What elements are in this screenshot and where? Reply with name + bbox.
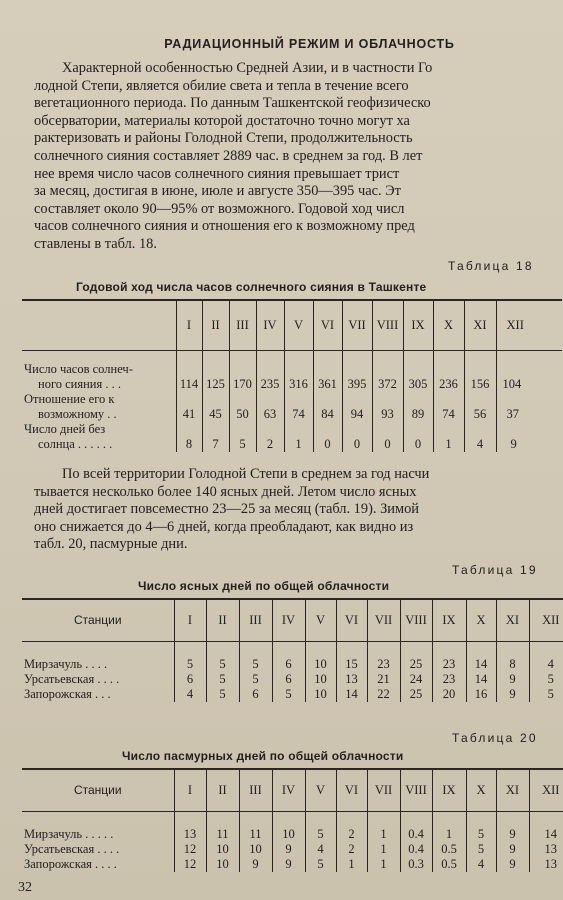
table-cell: 1 [433,422,464,452]
table-cell: 10 [206,857,239,872]
table-20 [22,768,563,872]
table-cell: 15 [336,657,367,672]
table-cell: 0.4 [400,842,432,857]
month-header: V [305,769,336,811]
month-header: IV [272,769,305,811]
text-line: ставлены в табл. 18. [34,235,157,252]
table-cell: 0 [313,422,342,452]
table-cell: 13 [529,842,563,857]
table-cell: 22 [367,687,400,702]
table-cell: 1 [367,842,400,857]
row-label [22,360,176,392]
table-row [22,422,562,452]
table-cell: 25 [400,657,432,672]
table-cell: 56 [464,392,496,422]
table-cell: 84 [313,392,342,422]
table-cell: 4 [305,842,336,857]
table-cell: 9 [496,687,529,702]
table-cell: 5 [206,672,239,687]
table-cell: 2 [336,842,367,857]
section-heading: РАДИАЦИОННЫЙ РЕЖИМ И ОБЛАЧНОСТЬ [164,37,455,51]
table-cell: 9 [496,842,529,857]
table-cell: 63 [256,392,284,422]
table-cell: 156 [464,360,496,392]
table-cell: 9 [239,857,272,872]
table-cell: 11 [206,827,239,842]
table-cell: 37 [496,392,562,422]
table-cell: 6 [272,672,305,687]
table-cell: 12 [174,857,206,872]
table-cell: 0.4 [400,827,432,842]
month-header: V [305,599,336,641]
header-cell-empty [22,300,176,350]
table-row [22,687,563,702]
month-header: XI [496,599,529,641]
table-cell: 11 [239,827,272,842]
table-cell: 5 [466,842,496,857]
table-cell: 24 [400,672,432,687]
table-18 [22,299,562,452]
table-19-title: Число ясных дней по общей облачности [138,579,390,593]
month-header: I [174,599,206,641]
month-header: X [433,300,464,350]
month-header: V [284,300,313,350]
station-name: Мирзачуль . . . . . [24,827,114,841]
month-header: VII [367,599,400,641]
table-cell: 5 [174,657,206,672]
month-header: XII [496,300,562,350]
table-cell: 9 [496,672,529,687]
table-cell: 12 [174,842,206,857]
table-cell: 9 [272,857,305,872]
table-cell: 0 [342,422,372,452]
table-cell: 10 [305,672,336,687]
table-cell: 1 [284,422,313,452]
month-header: IV [272,599,305,641]
row-label [22,422,176,452]
table-header-row [22,769,563,811]
text-line: вегетационного периода. По данным Ташкентской геофизическо [34,95,431,112]
spacer-row [22,641,563,657]
table-cell: 10 [206,842,239,857]
table-cell: 305 [403,360,433,392]
table-cell: 316 [284,360,313,392]
month-header: II [206,599,239,641]
table-cell: 9 [496,857,529,872]
month-header: VIII [400,599,432,641]
table-cell: 5 [466,827,496,842]
table-cell: 5 [529,687,563,702]
table-cell: 235 [256,360,284,392]
table-cell: 1 [367,827,400,842]
table-cell: 8 [496,657,529,672]
month-header: IX [432,599,466,641]
table-cell: 5 [206,657,239,672]
table-19-label: Таблица 19 [452,563,538,577]
text-line: Характерной особенностью Средней Азии, и в частности Го [62,60,433,76]
spacer-row [22,811,563,827]
table-cell: 372 [372,360,403,392]
table-cell: 41 [176,392,202,422]
paragraph-2 [34,466,563,554]
table-cell: 14 [336,687,367,702]
table-cell: 74 [433,392,464,422]
text-line: часов солнечного сияния и отношения его к возможному пред [34,218,415,235]
text-line: солнечного сияния составляет 2889 час. в среднем за год. В лет [34,147,423,164]
month-header: II [202,300,229,350]
table-cell: 5 [305,857,336,872]
table-cell: 0.5 [432,857,466,872]
table-cell: 14 [466,657,496,672]
month-header: XII [529,769,563,811]
table-20-title: Число пасмурных дней по общей облачности [122,749,404,763]
table-cell: 5 [229,422,256,452]
table-cell: 4 [529,657,563,672]
month-header: VIII [372,300,403,350]
table-cell: 2 [256,422,284,452]
table-cell: 14 [466,672,496,687]
table-cell: 94 [342,392,372,422]
table-cell: 104 [496,360,562,392]
row-label [22,392,176,422]
table-row [22,392,562,422]
month-header: I [174,769,206,811]
table-cell: 2 [336,827,367,842]
table-header-row [22,300,562,350]
table-row [22,842,563,857]
table-cell: 13 [174,827,206,842]
table-cell: 395 [342,360,372,392]
table-cell: 23 [432,672,466,687]
table-cell: 5 [529,672,563,687]
table-cell: 10 [272,827,305,842]
month-header: VII [367,769,400,811]
text-line: табл. 20, пасмурные дни. [34,536,188,553]
stations-header: Станции [22,599,174,641]
table-row [22,857,563,872]
table-cell: 170 [229,360,256,392]
month-header: VI [313,300,342,350]
month-header: III [239,599,272,641]
table-cell: 361 [313,360,342,392]
table-cell: 10 [239,842,272,857]
table-19 [22,598,563,702]
text-line: По всей территории Голодной Степи в среднем за год насчи [62,466,430,482]
month-header: X [466,599,496,641]
text-line: составляет около 90—95% от возможного. Годовой ход числ [34,200,405,217]
table-cell: 0 [403,422,433,452]
month-header: VI [336,599,367,641]
table-row [22,360,562,392]
table-cell: 10 [305,657,336,672]
table-cell: 89 [403,392,433,422]
table-cell: 10 [305,687,336,702]
table-cell: 8 [176,422,202,452]
month-header: XI [464,300,496,350]
station-name: Урсатьевская . . . . [24,842,120,856]
table-row [22,657,563,672]
table-cell: 4 [466,857,496,872]
month-header: VI [336,769,367,811]
text-line: обсерватории, материалы которой достаточно точно могут ха [34,112,410,129]
table-cell: 1 [432,827,466,842]
month-header: IV [256,300,284,350]
table-cell: 0 [372,422,403,452]
table-cell: 74 [284,392,313,422]
month-header: II [206,769,239,811]
table-cell: 0.3 [400,857,432,872]
table-18-title: Годовой ход числа часов солнечного сияния в Ташкенте [76,280,427,294]
table-cell: 114 [176,360,202,392]
table-cell: 16 [466,687,496,702]
table-cell: 7 [202,422,229,452]
table-cell: 5 [239,672,272,687]
table-18-label: Таблица 18 [448,259,534,273]
table-cell: 23 [367,657,400,672]
month-header: X [466,769,496,811]
label-line: Число часов солнеч- [24,362,133,376]
paragraph-1 [34,60,563,254]
table-cell: 125 [202,360,229,392]
table-cell: 0.5 [432,842,466,857]
table-cell: 5 [206,687,239,702]
table-cell: 4 [464,422,496,452]
month-header: XII [529,599,563,641]
month-header: VIII [400,769,432,811]
table-cell: 1 [336,857,367,872]
table-cell: 13 [336,672,367,687]
stations-header: Станции [22,769,174,811]
table-cell: 45 [202,392,229,422]
table-cell: 1 [367,857,400,872]
table-cell: 6 [272,657,305,672]
table-cell: 6 [239,687,272,702]
text-line: дней достигает повсеместно 23—25 за месяц (табл. 19). Зимой [34,501,419,518]
table-cell: 4 [174,687,206,702]
label-line: солнца . . . . . . [38,437,113,451]
station-name: Мирзачуль . . . . [24,657,108,671]
table-cell: 93 [372,392,403,422]
table-cell: 21 [367,672,400,687]
station-name: Запорожская . . . . [24,857,117,871]
page-number: 32 [18,880,32,895]
text-line: тывается несколько более 140 ясных дней. Летом число ясных [34,483,417,500]
table-header-row [22,599,563,641]
month-header: IX [432,769,466,811]
table-cell: 9 [272,842,305,857]
station-name: Урсатьевская . . . . [24,672,120,686]
table-cell: 20 [432,687,466,702]
table-cell: 9 [496,422,562,452]
month-header: I [176,300,202,350]
table-cell: 5 [305,827,336,842]
spacer-row [22,350,562,360]
table-20-label: Таблица 20 [452,731,538,745]
label-line: Отношение его к [24,392,115,406]
table-cell: 5 [272,687,305,702]
table-row [22,827,563,842]
text-line: рактеризовать и районы Голодной Степи, продолжительность [34,130,413,147]
label-line: Число дней без [24,422,106,436]
table-cell: 9 [496,827,529,842]
month-header: III [229,300,256,350]
table-row [22,672,563,687]
text-line: оно снижается до 4—6 дней, когда преобладают, как видно из [34,518,414,535]
label-line: ного сияния . . . [38,377,121,391]
station-name: Запорожская . . . [24,687,111,701]
table-cell: 50 [229,392,256,422]
text-line: лодной Степи, является обилие света и тепла в течение всего [34,77,409,94]
label-line: возможному . . [38,407,117,421]
month-header: IX [403,300,433,350]
table-cell: 25 [400,687,432,702]
month-header: XI [496,769,529,811]
table-cell: 14 [529,827,563,842]
month-header: VII [342,300,372,350]
table-cell: 13 [529,857,563,872]
month-header: III [239,769,272,811]
text-line: нее время число часов солнечного сияния превышает трист [34,165,400,182]
table-cell: 236 [433,360,464,392]
table-cell: 5 [239,657,272,672]
text-line: за месяц, достигая в июне, июле и августе 350—395 час. Эт [34,183,401,200]
table-cell: 23 [432,657,466,672]
table-cell: 6 [174,672,206,687]
